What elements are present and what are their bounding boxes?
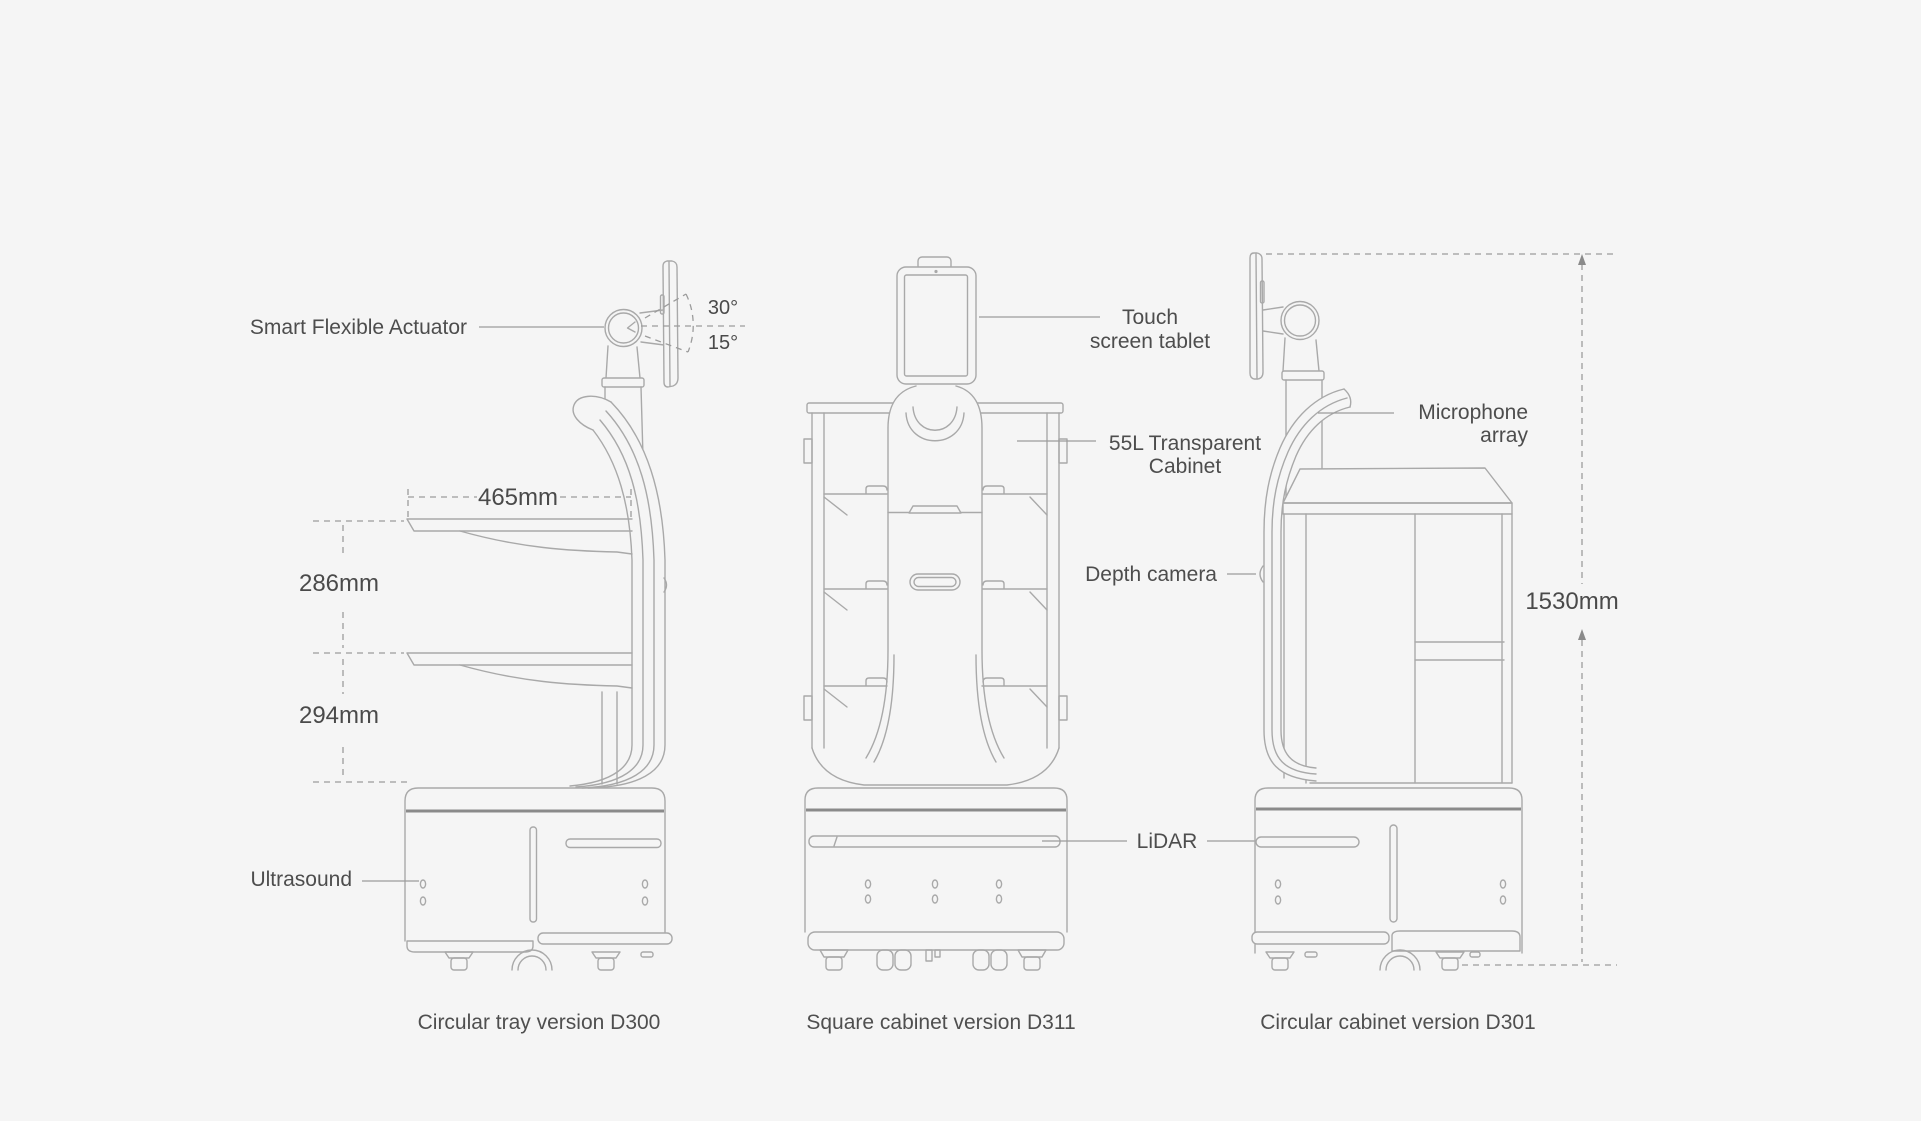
mic-array-label-line1: Microphone (1418, 401, 1528, 424)
base-skirt (808, 932, 1064, 950)
annotations-d311 (806, 306, 1261, 1034)
cabinet-bottom-arches (812, 748, 1059, 785)
depth-camera-window-icon (1260, 566, 1263, 582)
lower-spacing-value: 294mm (298, 702, 380, 729)
d300-lower-tray (407, 653, 632, 784)
base-skirt (407, 941, 533, 952)
d301-cabinet (1283, 468, 1512, 783)
overall-height-value: 1530mm (1525, 588, 1619, 615)
d300-base (405, 788, 672, 970)
caption-d311: Square cabinet version D311 (806, 1011, 1076, 1034)
robot-d311-drawing (804, 257, 1067, 970)
upper-handle-icon (909, 506, 961, 513)
tray-spacing-dimensions (299, 521, 408, 782)
tablet-side-icon (1250, 253, 1264, 379)
tablet-side-icon (661, 261, 679, 387)
dim-arrow-top (1578, 254, 1586, 265)
tablet-side-camera-notch (661, 295, 665, 314)
hinge-tab (804, 439, 812, 463)
ultrasound-sensor-dots (420, 880, 647, 905)
ultrasound-label: Ultrasound (250, 868, 352, 891)
tablet-label-line2: screen tablet (1089, 330, 1211, 353)
d300-upper-tray (407, 519, 632, 554)
mic-array-label-line2: array (1480, 424, 1528, 447)
overall-height-dimension (1266, 254, 1619, 965)
d311-wheels (820, 950, 1046, 970)
d300-wheels (445, 950, 653, 970)
dim-arrow-mid (1578, 629, 1586, 640)
cabinet-top-band (1283, 503, 1512, 514)
tablet-camera-dot (934, 270, 937, 273)
hinge-tab (1059, 439, 1067, 463)
cabinet-mid-band (1415, 642, 1504, 660)
caption-d301: Circular cabinet version D301 (1260, 1011, 1536, 1034)
cabinet-label-line2: Cabinet (1148, 455, 1222, 478)
tilt-down-value: 15° (707, 332, 739, 354)
robot-d300-drawing (405, 261, 678, 970)
base-groove (530, 827, 537, 922)
robot-d301-drawing (1250, 253, 1522, 970)
d300-back-swoosh (570, 396, 667, 788)
actuator-joint-icon (605, 310, 642, 347)
tray-width-dimension (408, 484, 631, 519)
tilt-up-value: 30° (707, 297, 739, 319)
d301-base (1252, 788, 1522, 970)
upper-spacing-value: 286mm (298, 570, 380, 597)
d301-wheels (1266, 950, 1480, 970)
lidar-slot-icon (809, 836, 1060, 847)
annotations-d300 (250, 294, 745, 1034)
lidar-slot-icon (566, 839, 661, 848)
lidar-slot-icon (1256, 837, 1359, 847)
actuator-joint-icon (1281, 302, 1319, 340)
actuator-label: Smart Flexible Actuator (249, 316, 467, 339)
d311-base (805, 788, 1067, 970)
caption-d300: Circular tray version D300 (417, 1011, 661, 1034)
cabinet-label-line1: 55L Transparent (1108, 432, 1262, 455)
cabinet-top-face (1283, 468, 1512, 503)
d311-center-column (866, 386, 1004, 762)
hinge-tab (1059, 696, 1067, 720)
depth-camera-label: Depth camera (1085, 563, 1217, 586)
tray-width-value: 465mm (477, 484, 559, 511)
d300-tray-pedestal (602, 692, 617, 784)
front-bumper (1252, 932, 1389, 944)
rear-bumper (538, 933, 672, 944)
lidar-label: LiDAR (1136, 830, 1198, 853)
base-skirt (1392, 931, 1520, 951)
screen-tilt-fan (641, 294, 745, 354)
tablet-front-icon (897, 267, 976, 384)
base-groove (1390, 825, 1397, 922)
door-handle-icon (910, 574, 960, 590)
hinge-tab (804, 696, 812, 720)
ultrasound-sensor-dots (865, 880, 1001, 903)
tablet-label-line1: Touch (1121, 306, 1179, 329)
